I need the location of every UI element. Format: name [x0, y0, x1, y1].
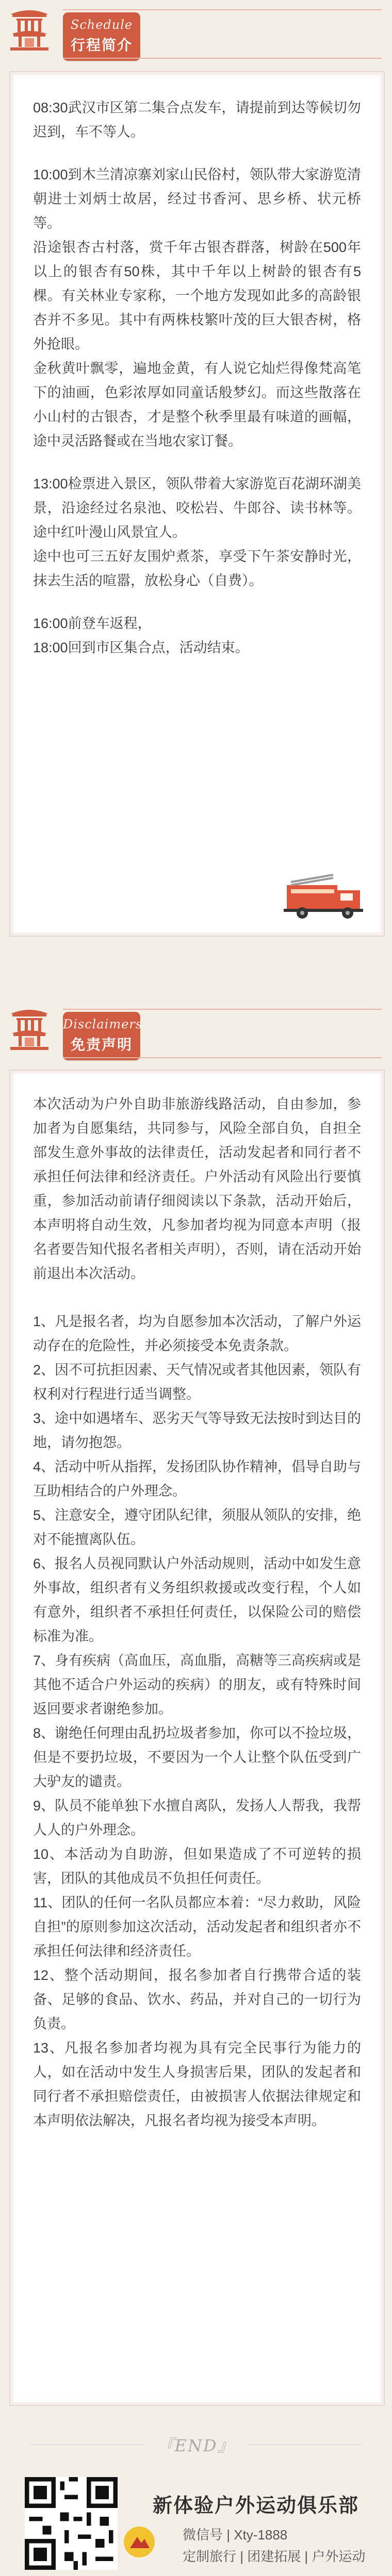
- club-logo-icon: [123, 2526, 156, 2558]
- header-rule-bottom: [63, 1057, 382, 1058]
- disclaimer-item: 5、注意安全，遵守团队纪律，须服从领队的安排，绝对不能擅离队伍。: [33, 1507, 362, 1547]
- qr-code[interactable]: [25, 2477, 118, 2570]
- disclaimer-section: [0, 999, 392, 1059]
- header-rule-bottom: [63, 58, 382, 59]
- disclaimer-item: 12、整个活动期间，报名参加者自行携带合适的装备、足够的食品、饮水、药品，并对自己的一切行为负责。: [33, 1968, 361, 2031]
- schedule-paragraph-2: 10:00到木兰清凉寨刘家山民俗村，领队带大家游览清朝进士刘炳士故居，经过书香河、思乡桥、状元桥等。 沿途银杏古村落，赏千年古银杏群落，树龄在500年以上的银杏有50株，其中千年以上树龄的银杏有5棵。有关林业专家称，一个地方发现如此多的高龄银杏并不多见。其中有两株枝繁叶茂的巨大银杏树，格外抢眼。 金秋黄叶飘零，遍地金黄，有人说它灿烂得像梵高笔下的油画，色彩浓厚如同童话般梦幻。而这些散落在小山村的古银杏，才是整个秋季里最有味道的画幅，途中灵活路餐或在当地农家订餐。: [33, 167, 361, 449]
- disclaimer-item: 11、团队的任何一名队员都应本着：“尽力救助，风险自担”的原则参加这次活动，活动发起者和组织者亦不承担任何法律和经济责任。: [33, 1895, 361, 1959]
- end-marker: 『END』: [157, 2436, 235, 2455]
- disclaimer-item: 13、凡报名参加者均视为具有完全民事行为能力的人，如在活动中发生人身损害后果，团队的发起者和同行者不承担赔偿责任，由被损害人依据法律规定和本声明依法解决，凡报名者均视为接受本声明。: [33, 2040, 361, 2128]
- disclaimer-card: [9, 1070, 385, 2406]
- schedule-card: [9, 71, 385, 937]
- wechat-id: 微信号 | Xty-1888: [183, 2527, 288, 2543]
- schedule-paragraph-4: 16:00前登车返程， 18:00回到市区集合点，活动结束。: [33, 616, 249, 655]
- pagoda-icon: [9, 3, 50, 53]
- disclaimer-item: 10、本活动为自助游，但如果造成了不可逆转的损害，团队的其他成员不负担任何责任。: [33, 1846, 361, 1886]
- schedule-paragraph-3: 13:00检票进入景区，领队带着大家游览百花湖环湖美景，沿途经过名泉池、咬松岩、牛郎谷、读书林等。途中红叶漫山风景宜人。 途中也可三五好友围炉煮茶，享受下午茶安静时光，抹去生活的喧嚣，放松身心（自费）。: [33, 476, 361, 588]
- disclaimer-item: 7、身有疾病（高血压，高血脂，高糖等三高疾病或是其他不适合户外运动的疾病）的朋友，或有特殊时间返回要求者谢绝参加。: [33, 1653, 362, 1717]
- footer: [0, 2465, 392, 2576]
- header-rule-top: [63, 9, 382, 10]
- service-tags: 定制旅行 | 团建拓展 | 户外运动: [183, 2549, 366, 2564]
- schedule-section: [0, 0, 392, 60]
- disclaimer-item: 2、因不可抗拒因素、天气情况或者其他因素，领队有权利对行程进行适当调整。: [33, 1362, 362, 1402]
- pagoda-icon: [9, 1003, 50, 1052]
- disclaimer-badge-en: Disclaimers: [63, 1017, 143, 1031]
- disclaimer-intro: 本次活动为户外自助非旅游线路活动，自由参加，参加者为自愿集结，共同参与，风险全部自负，自担全部发生意外事故的法律责任，活动发起者和同行者不承担任何法律和经济责任。户外活动有风险出行要慎重，参加活动前请仔细阅读以下条款，活动开始后，本声明将自动生效，凡参加者均视为同意本声明（报名者要告知代报名者相关声明），否则，请在活动开始前退出本次活动。: [33, 1096, 361, 1281]
- schedule-badge-title: 行程简介: [70, 37, 133, 53]
- schedule-badge-en: Schedule: [70, 18, 133, 32]
- disclaimer-header: [0, 999, 392, 1059]
- fire-truck-icon: [284, 870, 365, 921]
- disclaimer-item: 6、报名人员视同默认户外活动规则，活动中如发生意外事故，组织者有义务组织救援或改变行程，个人如有意外，组织者不承担任何责任，以保险公司的赔偿标准为准。: [33, 1556, 362, 1644]
- disclaimer-item: 8、谢绝任何理由乱扔垃圾者参加，你可以不捡垃圾，但是不要扔垃圾，不要因为一个人让整个队伍受到广大驴友的谴责。: [33, 1725, 362, 1789]
- schedule-badge: [63, 12, 140, 61]
- disclaimer-item: 4、活动中听从指挥，发扬团队协作精神，倡导自助与互助相结合的户外理念。: [33, 1459, 362, 1499]
- disclaimer-item: 9、队员不能单独下水擅自离队，发扬人人帮我，我帮人人的户外理念。: [33, 1798, 362, 1838]
- disclaimer-badge-title: 免责声明: [70, 1037, 133, 1053]
- disclaimer-item: 3、途中如遇堵车、恶劣天气等导致无法按时到达目的地，请勿抱怨。: [33, 1411, 362, 1450]
- header-rule-top: [63, 1009, 382, 1010]
- disclaimer-badge: [63, 1012, 143, 1060]
- disclaimer-list: [33, 1310, 361, 2133]
- schedule-header: [0, 0, 392, 60]
- disclaimer-item: 1、凡是报名者，均为自愿参加本次活动，了解户外运动存在的危险性，并必须接受本免责条款。: [33, 1314, 362, 1353]
- club-name: 新体验户外运动俱乐部: [153, 2495, 360, 2517]
- end-divider-right: [248, 2444, 361, 2445]
- schedule-paragraph-1: 08:30武汉市区第二集合点发车，请提前到达等候切勿迟到，车不等人。: [33, 100, 361, 140]
